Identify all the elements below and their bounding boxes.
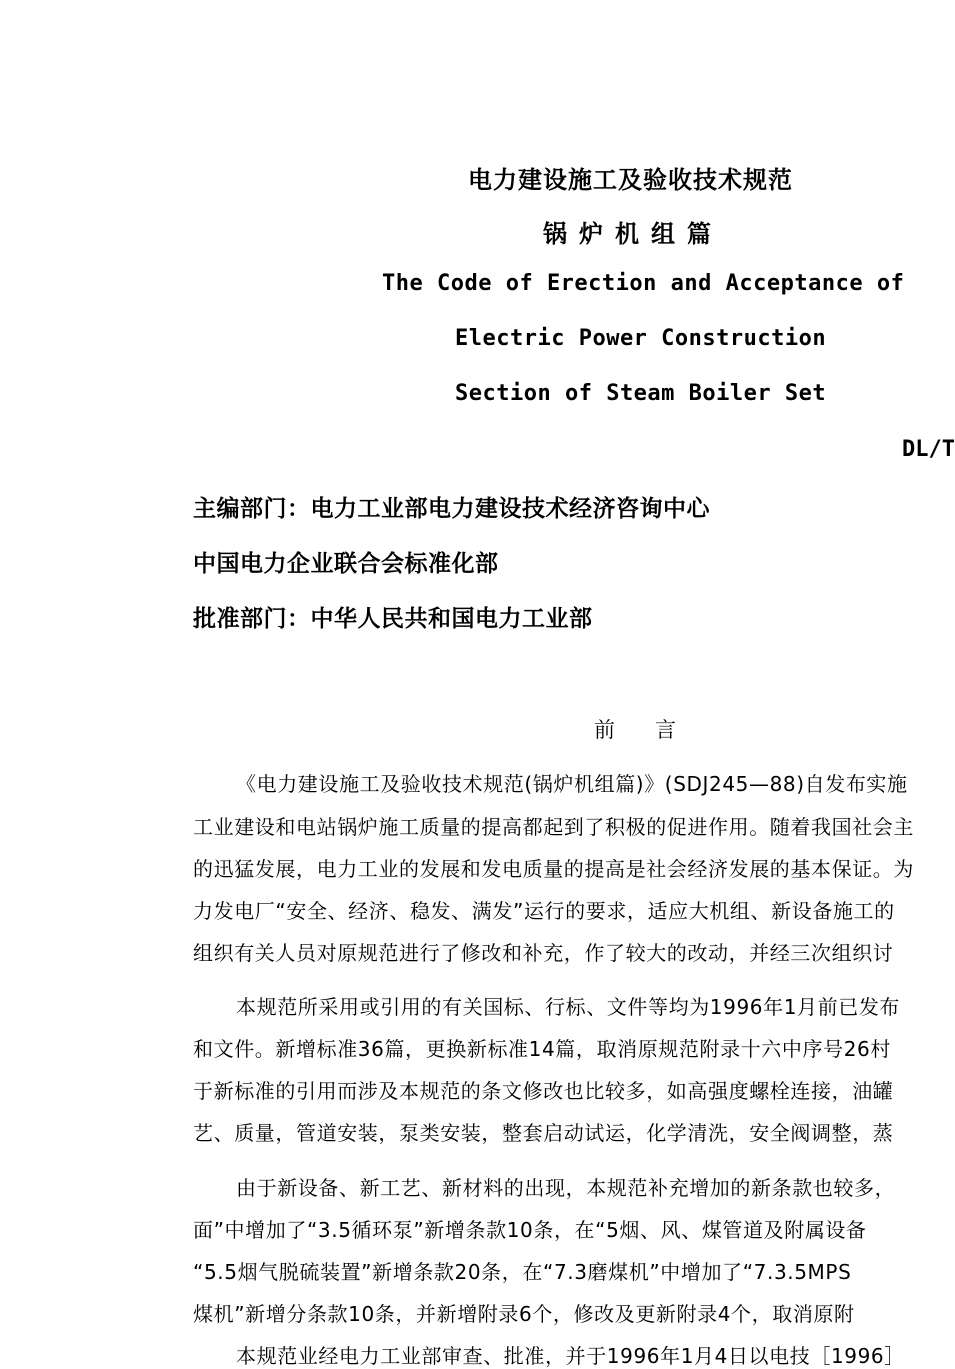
editor-department: 主编部门：电力工业部电力建设技术经济咨询中心 bbox=[193, 496, 710, 522]
document-title-en-line3: Section of Steam Boiler Set bbox=[455, 381, 827, 406]
preface-p2-line1: 本规范所采用或引用的有关国标、行标、文件等均为1996年1月前已发布 bbox=[236, 995, 901, 1019]
preface-p3-line2: 面”中增加了“3.5循环泵”新增条款10条，在“5烟、风、煤管道及附属设备 bbox=[193, 1218, 867, 1242]
preface-p2-line2: 和文件。新增标准36篇，更换新标准14篇，取消原规范附录十六中序号26村 bbox=[193, 1037, 891, 1061]
document-section-title-cn: 锅炉机组篇 bbox=[543, 220, 723, 248]
document-title-en-line2: Electric Power Construction bbox=[455, 326, 827, 351]
preface-p3-line4: 煤机”新增分条款10条，并新增附录6个，修改及更新附录4个，取消原附 bbox=[193, 1302, 855, 1326]
preface-p1-line3: 的迅猛发展，电力工业的发展和发电质量的提高是社会经济发展的基本保证。为 bbox=[193, 857, 914, 881]
standard-number: DL/T bbox=[902, 437, 955, 462]
preface-p3-line1: 由于新设备、新工艺、新材料的出现，本规范补充增加的新条款也较多， bbox=[236, 1176, 896, 1200]
document-title-cn: 电力建设施工及验收技术规范 bbox=[468, 166, 793, 194]
preface-p1-line1: 《电力建设施工及验收技术规范(锅炉机组篇)》(SDJ245—88)自发布实施 bbox=[236, 772, 908, 796]
preface-p3-line3: “5.5烟气脱硫装置”新增条款20条，在“7.3磨煤机”中增加了“7.3.5MPS bbox=[193, 1260, 852, 1284]
preface-p2-line4: 艺、质量，管道安装，泵类安装，整套启动试运，化学清洗，安全阀调整，蒸 bbox=[193, 1121, 894, 1145]
preface-p1-line2: 工业建设和电站锅炉施工质量的提高都起到了积极的促进作用。随着我国社会主 bbox=[193, 815, 914, 839]
preface-p4-line1: 本规范业经电力工业部审查、批准，并于1996年1月4日以电技［1996］ bbox=[236, 1344, 905, 1368]
preface-p2-line3: 于新标准的引用而涉及本规范的条文修改也比较多，如高强度螺栓连接，油罐 bbox=[193, 1079, 894, 1103]
document-title-en-line1: The Code of Erection and Acceptance of bbox=[382, 271, 905, 296]
preface-p1-line4: 力发电厂“安全、经济、稳发、满发”运行的要求，适应大机组、新设备施工的 bbox=[193, 899, 895, 923]
preface-heading: 前言 bbox=[594, 718, 716, 742]
preface-p1-line5: 组织有关人员对原规范进行了修改和补充，作了较大的改动，并经三次组织讨 bbox=[193, 941, 894, 965]
co-editor-department: 中国电力企业联合会标准化部 bbox=[193, 551, 499, 577]
approval-department: 批准部门：中华人民共和国电力工业部 bbox=[193, 606, 593, 632]
